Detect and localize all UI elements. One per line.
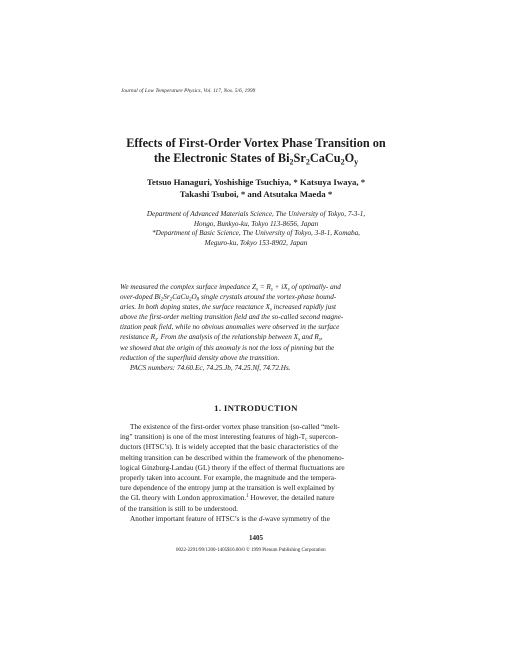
body-text-fragment: Another important feature of HTSC’s is the <box>130 513 259 523</box>
body-line: ture dependence of the entropy jump at the transition is well explained by <box>120 483 335 493</box>
body-line <box>120 493 392 503</box>
body-line: logical Ginzburg-Landau (GL) theory if the effect of thermal fluctuations are <box>120 462 345 472</box>
body-line: properly taken into account. For example, the magnitude and the tempera- <box>120 472 337 482</box>
abstract-text: over-doped Bi <box>120 293 161 302</box>
body-text-fragment: ing” transition) is one of the most interesting features of high-T <box>120 432 306 442</box>
title-formula-part: Sr <box>293 151 306 165</box>
abstract-subscript: s <box>269 307 272 313</box>
abstract-line: above the first-order melting transition field and the so-called second magne- <box>120 313 344 322</box>
abstract-subscript: 2 <box>169 297 173 303</box>
title-formula-sub: 2 <box>340 157 345 167</box>
affiliation-line: Hongo, Bunkyo-ku, Tokyo 113-8656, Japan <box>193 219 319 228</box>
body-text-fragment: However, the detailed nature <box>248 493 335 503</box>
body-line <box>120 432 392 442</box>
abstract-text: aries. In both doping states, the surface reactance X <box>120 303 270 312</box>
abstract-line: reduction of the superfluid density above the transition. <box>120 353 280 362</box>
abstract-subscript: s <box>287 287 290 293</box>
abstract-line <box>120 302 392 312</box>
section-heading: 1. INTRODUCTION <box>214 403 298 413</box>
affiliation-line: Meguro-ku, Tokyo 153-8902, Japan <box>204 238 308 247</box>
abstract <box>120 282 392 373</box>
abstract-subscript: s <box>270 287 273 293</box>
abstract-subscript: 2 <box>160 297 164 303</box>
abstract-text: Sr <box>163 293 170 302</box>
body-subscript: c <box>305 437 308 443</box>
abstract-text: increased rapidly just <box>271 303 337 312</box>
title-formula-part: CaCu <box>309 151 341 165</box>
title-line-2 <box>100 151 412 166</box>
abstract-subscript: s <box>298 337 300 343</box>
abstract-subscript: s <box>155 337 158 343</box>
author-line: Takashi Tsuboi, * and Atsutaka Maeda * <box>179 188 333 199</box>
title-formula-sub: 2 <box>305 157 310 167</box>
body-text-fragment: -wave symmetry of the <box>262 513 330 523</box>
abstract-text: O <box>191 293 197 302</box>
abstract-text: CaCu <box>172 293 189 302</box>
abstract-text: resistance R <box>120 333 156 342</box>
abstract-text: of optimally- and <box>289 283 341 291</box>
body-line <box>120 514 392 524</box>
abstract-text: . From the analysis of the relationship between X <box>157 333 299 342</box>
body-text-fragment: supercon- <box>307 432 339 442</box>
abstract-text: single crystals around the vortex-phase bound- <box>199 293 337 302</box>
abstract-subscript: s <box>318 337 321 343</box>
abstract-line <box>120 332 392 342</box>
pacs-numbers: PACS numbers: 74.60.Ec, 74.25.Jb, 74.25.Nf, 74.72.Hs. <box>130 363 291 372</box>
footnote-reference: 1 <box>246 494 249 500</box>
author-line: Tetsuo Hanaguri, Yoshishige Tsuchiya, * Katsuya Iwaya, * <box>146 177 366 187</box>
body-line: of the transition is still to be understood. <box>120 503 238 513</box>
abstract-subscript: s <box>256 287 258 293</box>
abstract-text: = R <box>257 283 271 291</box>
body-italic: d <box>258 513 263 523</box>
abstract-line <box>120 292 392 302</box>
abstract-text: We measured the complex surface impedance Z <box>120 283 256 291</box>
body-text-fragment: the GL theory with London approximation. <box>120 493 247 503</box>
body-text <box>120 422 392 524</box>
abstract-subscript: 2 <box>188 297 192 303</box>
journal-citation: Journal of Low Temperature Physics, Vol. 117, Nos. 5/6, 1999 <box>121 88 256 94</box>
title-formula-part: O <box>344 151 355 165</box>
title-formula-sub: 2 <box>289 157 294 167</box>
abstract-subscript: 8 <box>196 297 200 303</box>
abstract-line <box>120 282 392 292</box>
author-list <box>100 177 412 200</box>
title-prefix: the Electronic States of Bi <box>153 151 290 165</box>
affiliation-line: Department of Advanced Materials Science, The University of Tokyo, 7-3-1, <box>146 210 366 218</box>
affiliation-line: *Department of Basic Science, The University of Tokyo, 3-8-1, Komaba, <box>152 229 360 238</box>
title-line-1: Effects of First-Order Vortex Phase Transition on <box>126 136 386 150</box>
paper-title <box>100 136 412 166</box>
abstract-text: + iX <box>272 283 288 291</box>
abstract-text: and R <box>300 333 319 342</box>
body-line: ductors (HTSC’s). It is widely accepted that the basic characteristics of the <box>120 442 339 452</box>
body-line: melting transition can be described within the framework of the phenomeno- <box>120 452 345 462</box>
affiliations <box>118 210 394 248</box>
body-line: The existence of the first-order vortex phase transition (so-called “melt- <box>130 422 340 431</box>
abstract-text: , <box>320 333 323 342</box>
abstract-line: we showed that the origin of this anomaly is not the loss of pinning but the <box>120 343 335 352</box>
copyright-line: 0022-2291/99/1200-1405$16.00/0 © 1999 Plenum Publishing Corporation <box>176 548 326 553</box>
page-number: 1405 <box>249 534 263 542</box>
abstract-line: tization peak field, while no obvious anomalies were observed in the surface <box>120 323 340 332</box>
title-formula-sub: y <box>354 157 359 167</box>
